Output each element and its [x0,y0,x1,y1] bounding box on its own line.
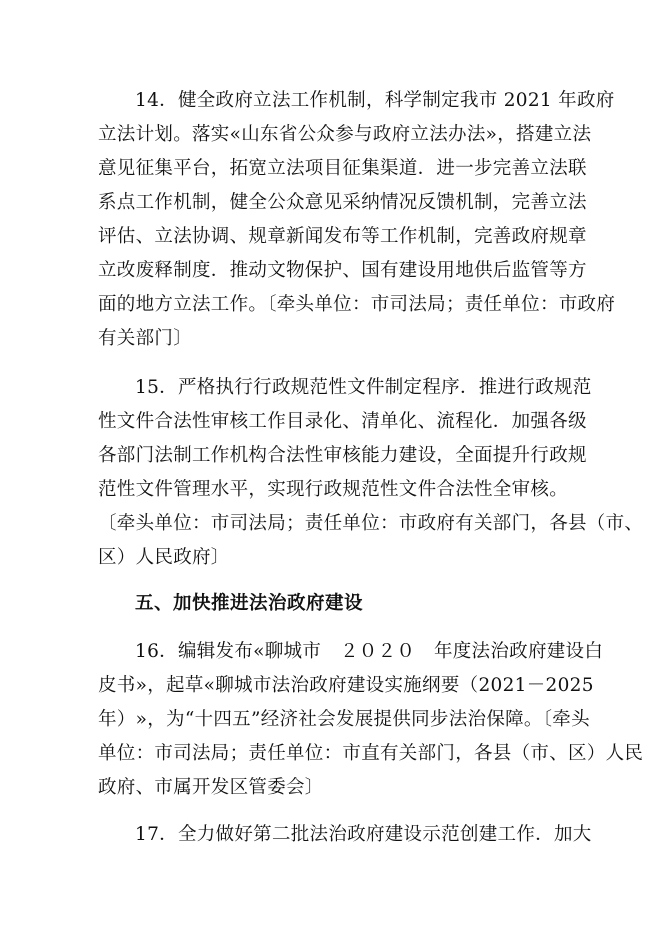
paragraph-line: 意见征集平台，拓宽立法项目征集渠道．进一步完善立法联 [98,158,587,179]
paragraph-line: 范性文件管理水平，实现行政规范性文件合法性全审核。 [98,479,569,500]
paragraph-line: 单位：市司法局；责任单位：市直有关部门，各县（市、区）人民 [98,743,644,764]
paragraph-line: 评估、立法协调、规章新闻发布等工作机制，完善政府规章 [98,226,587,247]
paragraph-17 [98,818,592,852]
paragraph-line: 〔牵头单位：市司法局；责任单位：市政府有关部门，各县（市、 [98,513,644,534]
paragraph-line: 16．编辑发布«聊城市 ２０２０ 年度法治政府建设白 [135,641,604,662]
paragraph-line: 14．健全政府立法工作机制，科学制定我市 2021 年政府 [135,90,615,111]
paragraph-line: 面的地方立法工作。〔牵头单位：市司法局；责任单位：市政府 [98,294,616,315]
paragraph-line: 皮书»，起草«聊城市法治政府建设实施纲要（2021－2025 [98,675,594,696]
paragraph-line: 15．严格执行行政规范性文件制定程序．推进行政规范 [135,377,592,398]
paragraph-line: 性文件合法性审核工作目录化、清单化、流程化．加强各级 [98,411,587,432]
paragraph-14 [98,84,616,356]
paragraph-16 [98,635,644,805]
paragraph-line: 区）人民政府〕 [98,547,230,568]
paragraph-line: 政府、市属开发区管委会〕 [98,777,324,798]
section-heading: 五、加快推进法治政府建设 [135,593,364,614]
paragraph-line: 年）»，为“十四五”经济社会发展提供同步法治保障。〔牵头 [98,709,590,730]
paragraph-line: 立改废释制度．推动文物保护、国有建设用地供后监管等方 [98,260,587,281]
paragraph-15 [98,371,644,575]
paragraph-line: 系点工作机制，健全公众意见采纳情况反馈机制，完善立法 [98,192,587,213]
paragraph-line: 17．全力做好第二批法治政府建设示范创建工作．加大 [135,824,592,845]
paragraph-line: 各部门法制工作机构合法性审核能力建设，全面提升行政规 [98,445,587,466]
paragraph-line: 有关部门〕 [98,328,193,349]
paragraph-line: 立法计划。落实«山东省公众参与政府立法办法»，搭建立法 [98,124,592,145]
